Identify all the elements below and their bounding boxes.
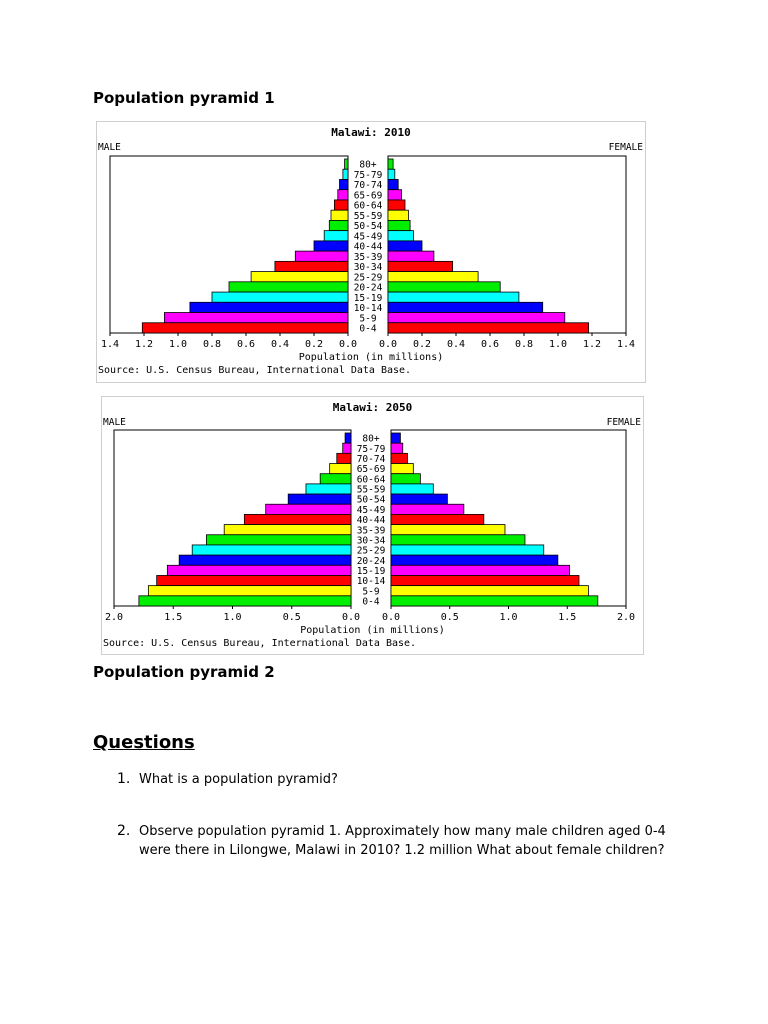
pyramid2-heading: Population pyramid 2: [93, 663, 275, 681]
male-bar: [320, 474, 351, 484]
question-text: Observe population pyramid 1. Approximately how many male children aged 0-4 were there in Lilongwe, Malawi in 2010? 1.2 million What about female children?: [139, 824, 666, 858]
female-bar: [388, 220, 410, 230]
age-group-label: 70-74: [356, 454, 386, 466]
age-group-label: 10-14: [356, 576, 386, 588]
pyramid1-chart: [96, 121, 646, 383]
age-group-label: 15-19: [356, 565, 386, 577]
x-tick-label: 0.0: [381, 612, 401, 623]
female-bar: [388, 159, 393, 169]
age-group-label: 35-39: [353, 251, 383, 263]
male-bar: [142, 323, 348, 333]
x-tick-label: 1.0: [223, 612, 242, 623]
female-bar: [391, 464, 413, 474]
male-label: MALE: [103, 417, 126, 428]
x-tick-label: 1.5: [164, 612, 183, 623]
age-group-label: 30-34: [356, 535, 386, 547]
male-bar: [179, 555, 351, 565]
female-bar: [388, 251, 434, 261]
age-group-label: 50-54: [353, 221, 383, 233]
female-bar: [391, 514, 484, 524]
questions-list: [117, 770, 687, 860]
male-bar: [345, 433, 351, 443]
female-bar: [388, 292, 519, 302]
female-bar: [388, 210, 408, 220]
source-note: Source: U.S. Census Bureau, International Data Base.: [98, 365, 412, 376]
male-bar: [338, 190, 348, 200]
female-bar: [391, 535, 525, 545]
x-tick-label: 2.0: [616, 612, 636, 623]
female-bar: [391, 545, 544, 555]
chart-title: Malawi: 2050: [332, 401, 413, 414]
male-bar: [345, 159, 348, 169]
x-tick-label: 1.4: [100, 339, 120, 350]
male-bar: [337, 453, 351, 463]
female-bar: [388, 179, 398, 189]
male-bar: [212, 292, 348, 302]
pyramid1-heading: Population pyramid 1: [93, 89, 275, 107]
x-tick-label: 0.0: [378, 339, 398, 350]
age-group-label: 80+: [359, 159, 377, 171]
female-bar: [391, 575, 579, 585]
male-bar: [330, 464, 351, 474]
x-tick-label: 0.6: [236, 339, 256, 350]
age-group-label: 70-74: [353, 180, 383, 192]
male-bar: [164, 313, 348, 323]
x-tick-label: 0.0: [341, 612, 361, 623]
male-bar: [275, 261, 348, 271]
male-bar: [244, 514, 351, 524]
male-bar: [206, 535, 351, 545]
questions-heading: Questions: [93, 732, 195, 753]
age-group-label: 45-49: [353, 231, 383, 243]
age-group-label: 35-39: [356, 525, 386, 537]
female-bar: [388, 302, 543, 312]
female-bar: [388, 323, 589, 333]
female-bar: [388, 272, 478, 282]
female-bar: [388, 241, 422, 251]
male-bar: [343, 443, 351, 453]
male-bar: [251, 272, 348, 282]
male-label: MALE: [98, 142, 121, 153]
x-tick-label: 1.2: [134, 339, 154, 350]
female-bar: [391, 596, 598, 606]
female-bar: [388, 231, 414, 241]
age-group-label: 80+: [362, 433, 380, 445]
question-number: 2.: [117, 823, 131, 839]
female-bar: [388, 261, 453, 271]
age-group-label: 25-29: [353, 272, 383, 284]
female-bar: [391, 504, 464, 514]
male-bar: [157, 575, 351, 585]
male-bar: [324, 231, 348, 241]
female-label: FEMALE: [606, 417, 641, 428]
x-tick-label: 0.5: [282, 612, 301, 623]
male-bar: [314, 241, 348, 251]
female-bar: [388, 190, 402, 200]
age-group-label: 60-64: [353, 200, 383, 212]
male-bar: [288, 494, 351, 504]
x-tick-label: 1.2: [582, 339, 602, 350]
age-group-label: 65-69: [353, 190, 383, 202]
age-group-label: 40-44: [353, 241, 383, 253]
age-group-label: 0-4: [359, 323, 377, 335]
age-group-label: 20-24: [356, 555, 386, 567]
x-tick-label: 0.0: [338, 339, 358, 350]
chart-title: Malawi: 2010: [331, 126, 411, 139]
question-number: 1.: [117, 771, 131, 787]
male-bar: [334, 200, 348, 210]
male-bar: [343, 169, 348, 179]
x-tick-label: 0.4: [270, 339, 290, 350]
male-bar: [229, 282, 348, 292]
source-note: Source: U.S. Census Bureau, International Data Base.: [103, 638, 417, 649]
male-bar: [306, 484, 351, 494]
male-bar: [295, 251, 348, 261]
x-tick-label: 0.2: [412, 339, 432, 350]
male-bar: [148, 586, 351, 596]
x-tick-label: 0.5: [440, 612, 459, 623]
x-tick-label: 0.8: [514, 339, 534, 350]
x-tick-label: 1.0: [168, 339, 188, 350]
female-bar: [391, 555, 558, 565]
age-group-label: 10-14: [353, 303, 383, 315]
x-tick-label: 0.4: [446, 339, 466, 350]
female-bar: [388, 282, 500, 292]
female-label: FEMALE: [608, 142, 643, 153]
x-tick-label: 1.0: [499, 612, 518, 623]
male-bar: [329, 220, 348, 230]
male-bar: [331, 210, 348, 220]
x-tick-label: 0.2: [304, 339, 324, 350]
age-group-label: 55-59: [356, 484, 386, 496]
age-group-label: 45-49: [356, 504, 386, 516]
x-tick-label: 0.6: [480, 339, 500, 350]
x-tick-label: 1.4: [616, 339, 636, 350]
age-group-label: 75-79: [356, 443, 386, 455]
female-bar: [391, 474, 420, 484]
female-bar: [391, 525, 505, 535]
female-bar: [391, 453, 407, 463]
female-bar: [388, 313, 565, 323]
age-group-label: 0-4: [362, 596, 380, 608]
male-bar: [224, 525, 351, 535]
male-bar: [340, 179, 349, 189]
age-group-label: 20-24: [353, 282, 383, 294]
age-group-label: 65-69: [356, 464, 386, 476]
age-group-label: 25-29: [356, 545, 386, 557]
age-group-label: 75-79: [353, 169, 383, 181]
question-item: [117, 822, 687, 860]
male-bar: [192, 545, 351, 555]
female-bar: [391, 433, 400, 443]
female-bar: [391, 586, 588, 596]
question-item: [117, 770, 687, 789]
male-bar: [266, 504, 351, 514]
age-group-label: 50-54: [356, 494, 386, 506]
age-group-label: 5-9: [359, 313, 377, 325]
female-bar: [388, 169, 395, 179]
male-bar: [167, 565, 351, 575]
age-group-label: 40-44: [356, 515, 386, 527]
x-axis-label: Population (in millions): [300, 625, 445, 636]
pyramid2-svg: [101, 396, 644, 655]
question-text: What is a population pyramid?: [139, 772, 338, 787]
male-bar: [139, 596, 351, 606]
age-group-label: 15-19: [353, 292, 383, 304]
age-group-label: 30-34: [353, 262, 383, 274]
x-tick-label: 2.0: [104, 612, 124, 623]
male-bar: [190, 302, 348, 312]
age-group-label: 55-59: [353, 210, 383, 222]
female-bar: [391, 443, 403, 453]
pyramid2-chart: [101, 396, 644, 655]
female-bar: [391, 494, 447, 504]
age-group-label: 60-64: [356, 474, 386, 486]
female-bar: [391, 484, 433, 494]
age-group-label: 5-9: [362, 586, 380, 598]
x-tick-label: 0.8: [202, 339, 222, 350]
x-tick-label: 1.0: [548, 339, 568, 350]
x-axis-label: Population (in millions): [298, 352, 444, 363]
x-tick-label: 1.5: [558, 612, 577, 623]
female-bar: [391, 565, 570, 575]
pyramid1-svg: [96, 121, 646, 383]
female-bar: [388, 200, 405, 210]
